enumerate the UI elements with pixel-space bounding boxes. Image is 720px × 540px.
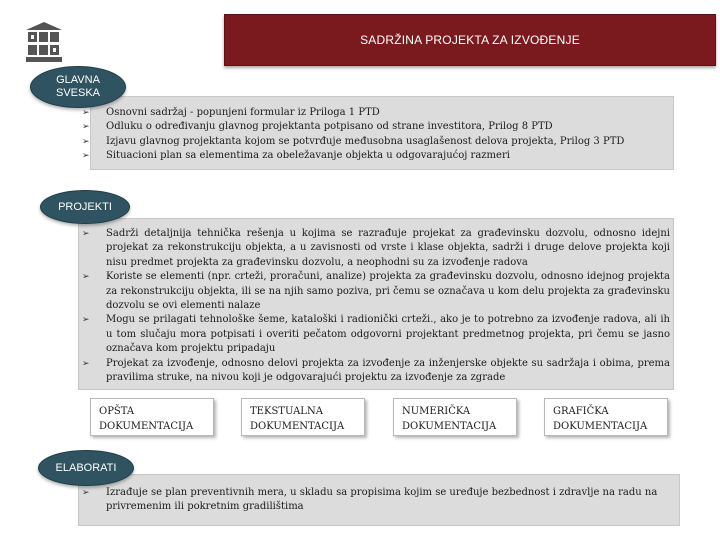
list-item: ➢ Koriste se elementi (npr. crteži, proračuni, analize) projekta za građevinsku dozvolu, odnosno idejnog projekta za rekonstrukciju objekta, ili se na njih samo poziva, pri čemu se označava u kom delu projekta za građevinsku dozvolu se ovi elementi nalaze <box>82 271 670 312</box>
list-item: ➢ Izjavu glavnog projektanta kojom se potvrđuje međusobna usaglašenost delova projekta, Prilog 3 PTD <box>82 135 672 149</box>
list-item: ➢ Situacioni plan sa elementima za obeležavanje objekta u odgovarajućoj razmeri <box>82 149 672 163</box>
list-item: ➢ Osnovni sadržaj - popunjeni formular iz Priloga 1 PTD <box>82 106 672 120</box>
list-item: ➢ Izrađuje se plan preventivnih mera, u skladu sa propisima kojim se uređuje bezbednost i zdravlje na radu na privremenim ili pokretnim gradilištima <box>82 487 658 513</box>
glavna-sveska-label-line1: GLAVNA <box>56 74 100 86</box>
tekstualna-dokumentacija-box: TEKSTUALNA DOKUMENTACIJA <box>241 398 365 436</box>
list-item: ➢ Sadrži detaljnija tehnička rešenja u kojima se razrađuje projekat za građevinsku dozvolu, odnosno idejni projekat za rekonstrukciju objekta, a u zavisnosti od vrste i klase objekta, sadrži i druge delove projekta koji nisu predmet projekta za građevinsku dozvolu, a neophodni su za izvođenje radova <box>82 228 670 268</box>
glavna-sveska-label-line2: SVESKA <box>55 87 101 99</box>
projekti-label: PROJEKTI <box>40 190 130 224</box>
arrow-bullet-icon: ➢ <box>82 488 90 498</box>
arrow-bullet-icon: ➢ <box>82 136 90 147</box>
arrow-bullet-icon: ➢ <box>82 108 90 118</box>
list-item: ➢ Mogu se prilagati tehnološke šeme, kataloški i radionički crteži., ako je to potrebno za izvođenje radova, ali ih u tom slučaju mora potpisati i overiti pečatom odgovorni projektant predmetnog projekta, pri čemu se jasno označava kom projektu pripadaju <box>82 314 670 355</box>
arrow-bullet-icon: ➢ <box>82 272 90 283</box>
page-title-banner <box>224 14 716 66</box>
list-item: ➢ Odluku o određivanju glavnog projektanta potpisano od strane investitora, Prilog 8 PTD <box>82 120 672 134</box>
list-item: ➢ Projekat za izvođenje, odnosno delovi projekta za izvođenje za inženjerske objekte su sadržaja i obima, prema pravilima struke, na nivou koji je odgovarajući projektu za izvođenje za zgrade <box>82 357 670 384</box>
building-logo-icon <box>24 20 64 64</box>
page-title: SADRŽINA PROJEKTA ZA IZVOĐENJE <box>360 33 580 47</box>
arrow-bullet-icon: ➢ <box>82 229 90 239</box>
arrow-bullet-icon: ➢ <box>82 122 90 133</box>
opsta-dokumentacija-box: OPŠTA DOKUMENTACIJA <box>90 398 214 436</box>
numericka-dokumentacija-box: NUMERIČKA DOKUMENTACIJA <box>393 398 517 436</box>
graficka-dokumentacija-box: GRAFIČKA DOKUMENTACIJA <box>544 398 668 436</box>
arrow-bullet-icon: ➢ <box>82 315 90 326</box>
arrow-bullet-icon: ➢ <box>82 151 90 162</box>
arrow-bullet-icon: ➢ <box>82 358 90 369</box>
glavna-sveska-label <box>30 66 126 108</box>
elaborati-label: ELABORATI <box>38 450 134 486</box>
elaborati-list <box>82 486 674 515</box>
projekti-list <box>82 227 670 385</box>
glavna-sveska-list <box>82 106 672 164</box>
